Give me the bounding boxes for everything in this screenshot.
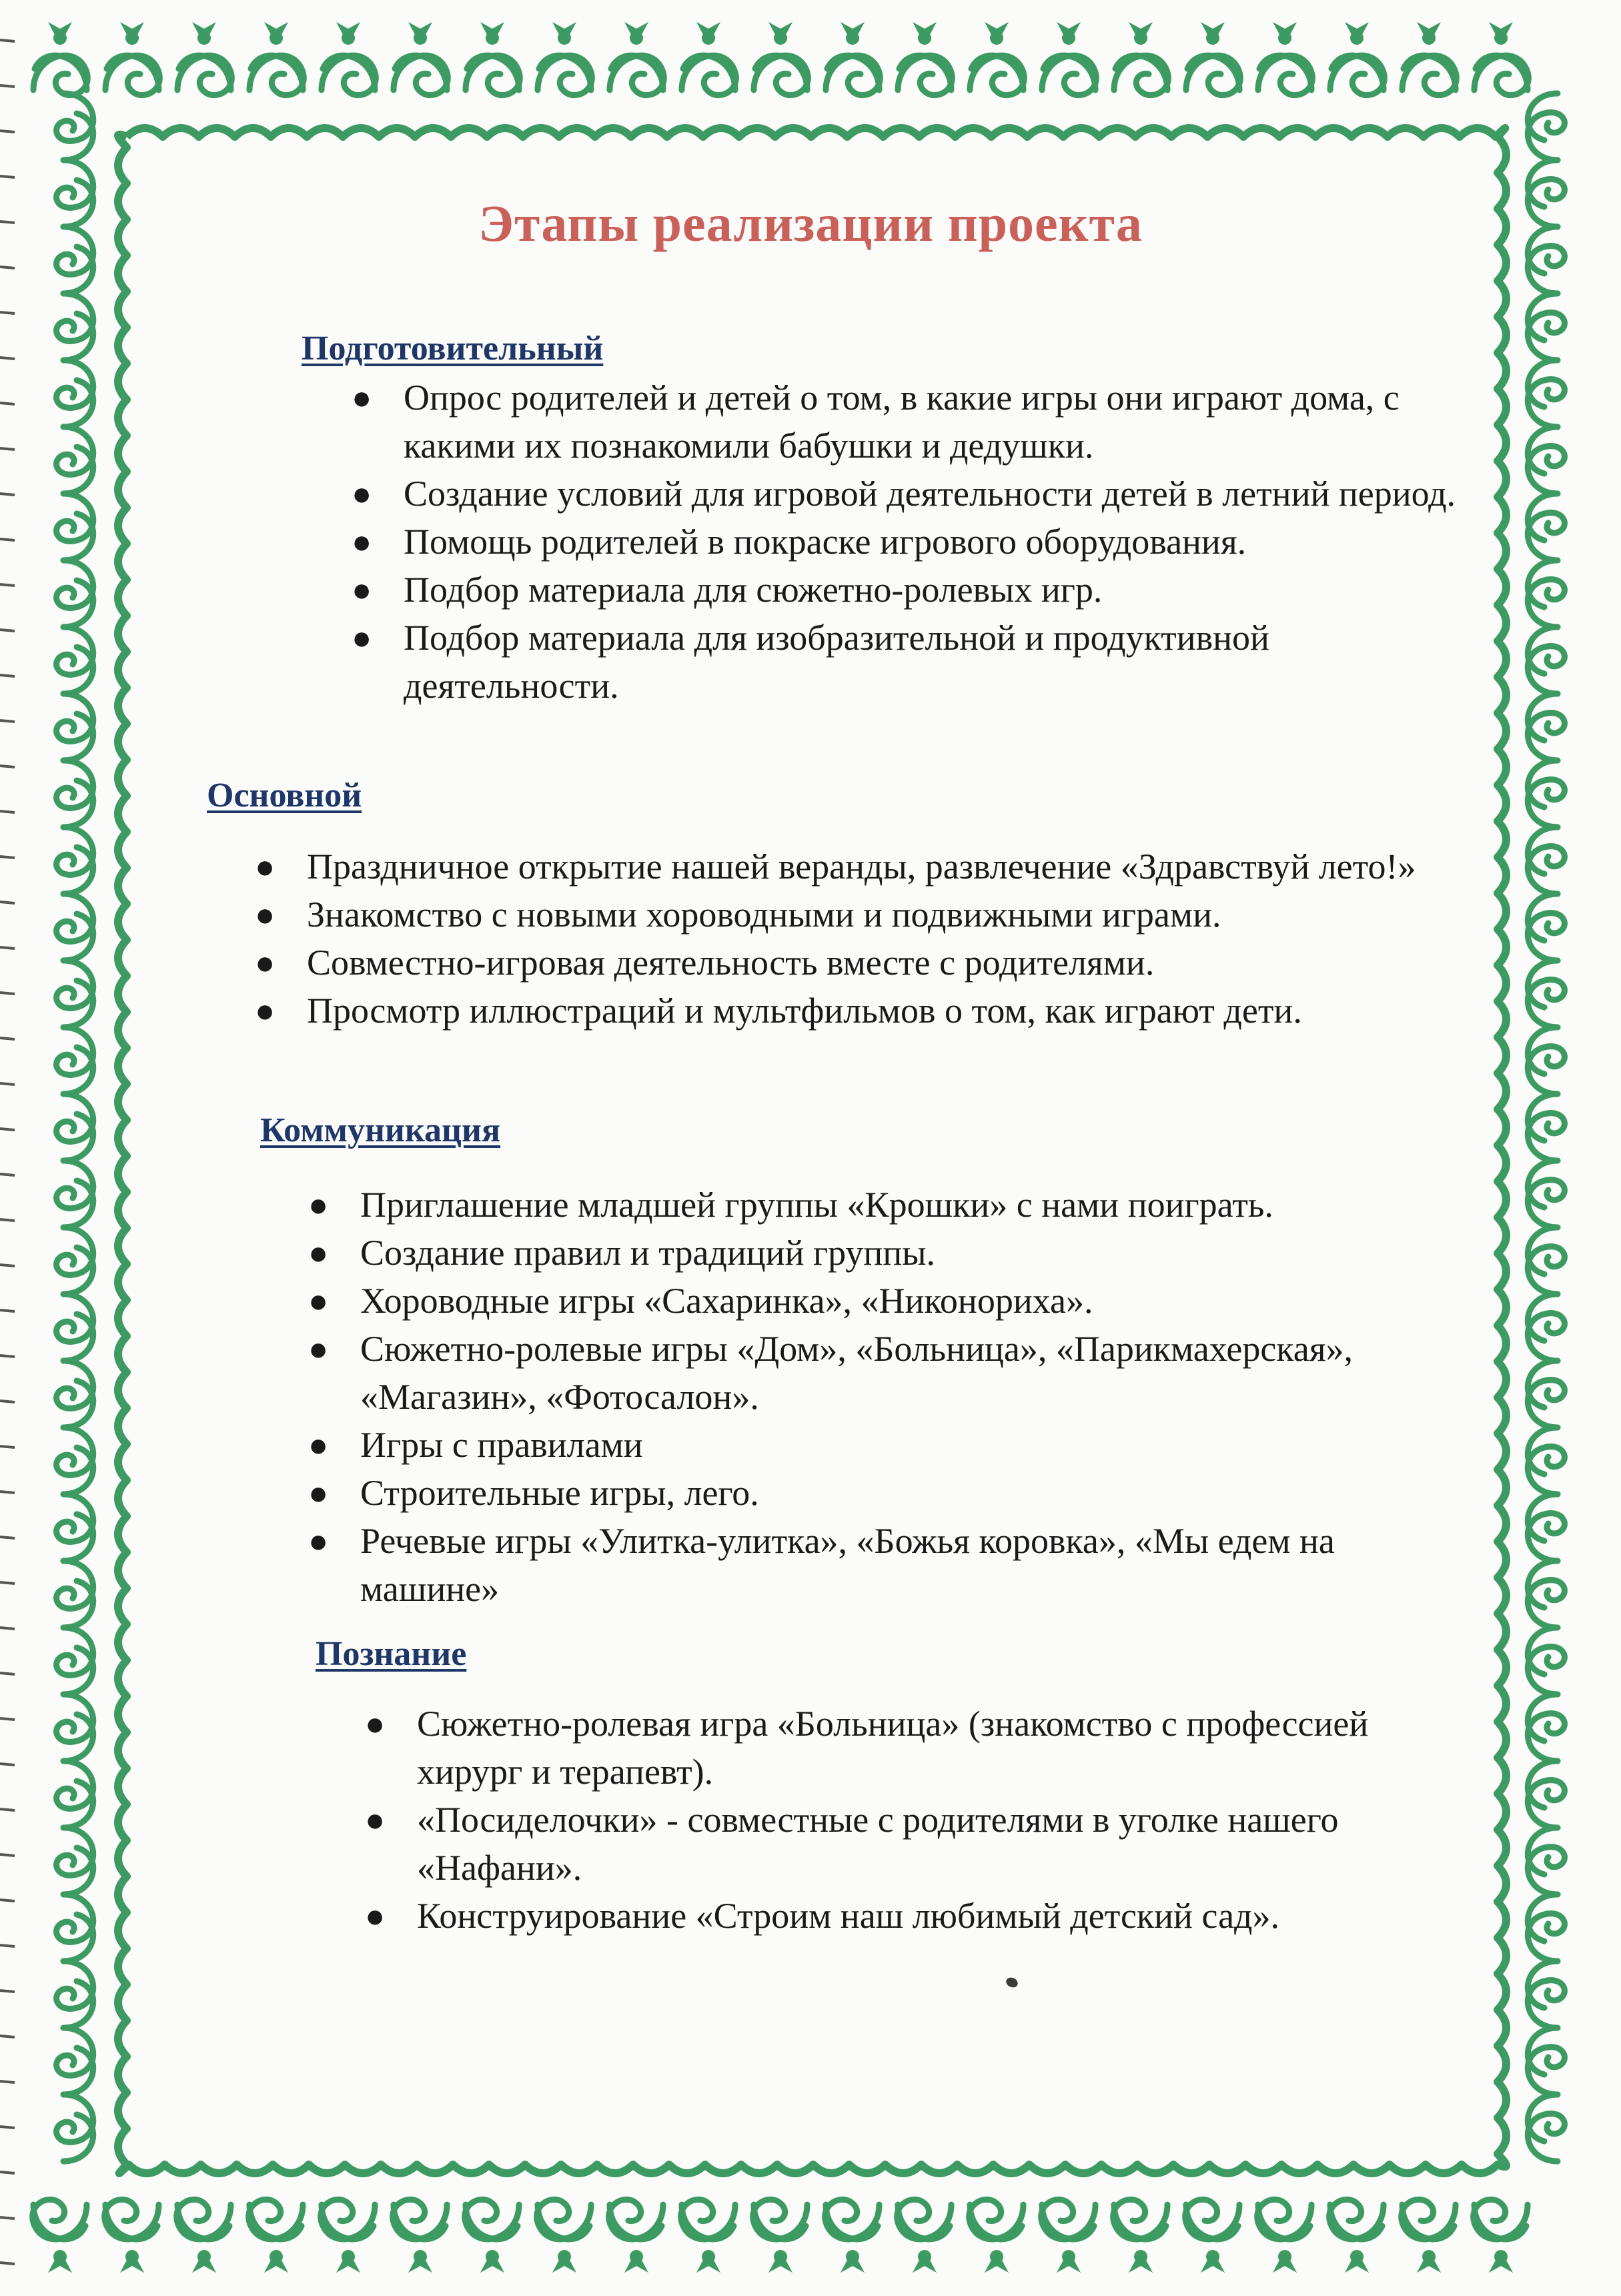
list-item: ● Создание условий для игровой деятельности детей в летний период. [352,474,1456,514]
list-item: ● Подбор материала для сюжетно-ролевых игр. [352,570,1103,610]
section-list-main [255,842,1441,1035]
list-item: ● Речевые игры «Улитка-улитка», «Божья коровка», «Мы едем на машине» [308,1521,1335,1609]
list-item: ● Подбор материала для изобразительной и продуктивной деятельности. [352,618,1269,706]
list-item: ● Праздничное открытие нашей веранды, развлечение «Здравствуй лето!» [255,846,1416,887]
list-item: ● Совместно-игровая деятельность вместе с родителями. [255,943,1155,983]
list-item: ● Строительные игры, лего. [308,1473,759,1513]
page-title: Этапы реализации проекта [478,194,1143,252]
section-list-cognition [365,1700,1471,1940]
list-item: ● Создание правил и традиций группы. [308,1233,935,1273]
section-list-communication [308,1181,1461,1613]
list-item: ● Приглашение младшей группы «Крошки» с нами поиграть. [308,1185,1273,1225]
list-item: ● Конструирование «Строим наш любимый детский сад». [365,1896,1280,1936]
section-list-preparatory [352,374,1471,710]
list-item: ● Сюжетно-ролевая игра «Больница» (знакомство с профессией хирург и терапевт). [365,1704,1369,1792]
list-item: ● Опрос родителей и детей о том, в какие игры они играют дома, с какими их познакомили бабушки и дедушки. [352,378,1400,466]
list-item: ● Просмотр иллюстраций и мультфильмов о том, как играют дети. [255,991,1302,1031]
list-item: ● Игры с правилами [308,1425,643,1465]
section-heading-preparatory: Подготовительный [302,330,604,368]
section-heading-cognition: Познание [316,1635,467,1673]
list-item: ● Хороводные игры «Сахаринка», «Никонориха». [308,1281,1093,1321]
list-item: ● Знакомство с новыми хороводными и подвижными играми. [255,895,1221,935]
section-heading-communication: Коммуникация [260,1111,501,1149]
section-heading-main: Основной [207,776,362,814]
list-item: ● Сюжетно-ролевые игры «Дом», «Больница», «Парикмахерская», «Магазин», «Фотосалон». [308,1329,1354,1417]
spiral-binding-marks [0,0,20,2296]
list-item: ● Помощь родителей в покраске игрового оборудования. [352,522,1247,562]
list-item: ● «Посиделочки» - совместные с родителями в уголке нашего «Нафани». [365,1800,1339,1888]
